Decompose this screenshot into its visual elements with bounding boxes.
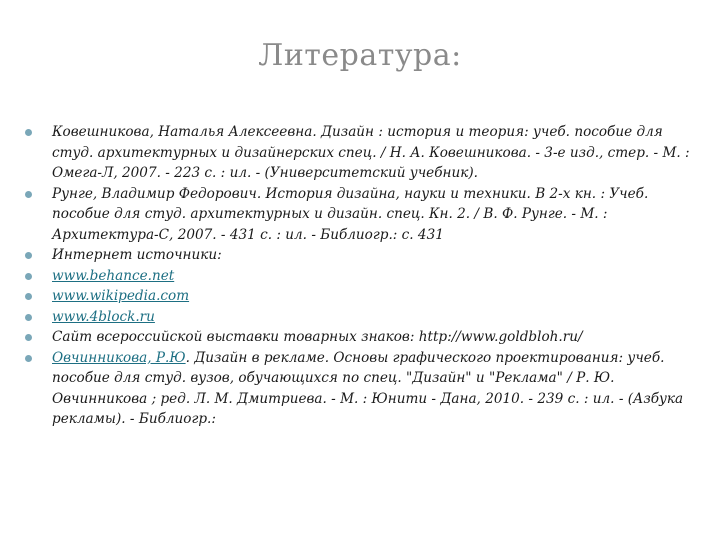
bullet-icon	[25, 334, 32, 341]
reference-item-behance	[22, 266, 702, 287]
bullet-icon	[25, 355, 32, 362]
4block-link[interactable]: www.4block.ru	[52, 308, 155, 325]
bullet-icon	[25, 293, 32, 300]
reference-text: Ковешникова, Наталья Алексеевна. Дизайн : история и теория: учеб. пособие для студ. архитектурных и дизайнерских спец. / Н. А. Ковешникова. - 3-е изд., стер. - М. : Омега-Л, 2007. - 223 с. : ил. - (Университетский учебник).	[52, 124, 690, 181]
behance-link[interactable]: www.behance.net	[52, 267, 175, 284]
references-list	[22, 122, 702, 430]
reference-item-koveshnikova	[22, 122, 702, 184]
reference-item-wikipedia	[22, 286, 702, 307]
reference-text: Рунге, Владимир Федорович. История дизайна, науки и техники. В 2-х кн. : Учеб. пособие для студ. архитектурных и дизайн. спец. Кн. 2. / В. Ф. Рунге. - М. : Архитектура-С, 2007. - 431 с. : ил. - Библиогр.: с. 431	[52, 185, 649, 243]
reference-item-runge	[22, 184, 702, 246]
bullet-icon	[25, 252, 32, 259]
reference-item-goldbloh	[22, 327, 702, 348]
reference-text: . Дизайн в рекламе. Основы графического проектирования: учеб. пособие для студ. вузов, обучающихся по спец. "Дизайн" и "Реклама" / Р. Ю. Овчинникова ; ред. Л. М. Дмитриева. - М. : Юнити - Дана, 2010. - 239 с. : ил. - (Азбука рекламы). - Библиогр.:	[52, 349, 684, 427]
bullet-icon	[25, 129, 32, 136]
reference-text: Интернет источники:	[52, 247, 222, 263]
wikipedia-link[interactable]: www.wikipedia.com	[52, 288, 190, 304]
reference-item-ovchinnikova	[22, 348, 702, 430]
bullet-icon	[25, 273, 32, 280]
slide-title: Литература:	[258, 38, 462, 73]
bullet-icon	[25, 191, 32, 198]
bullet-icon	[25, 314, 32, 321]
reference-text: Сайт всероссийской выставки товарных знаков: http://www.goldbloh.ru/	[52, 329, 583, 345]
ovchinnikova-link[interactable]: Овчинникова, Р.Ю	[52, 349, 186, 366]
reference-item-4block	[22, 307, 702, 328]
reference-item-internet-sources	[22, 245, 702, 266]
